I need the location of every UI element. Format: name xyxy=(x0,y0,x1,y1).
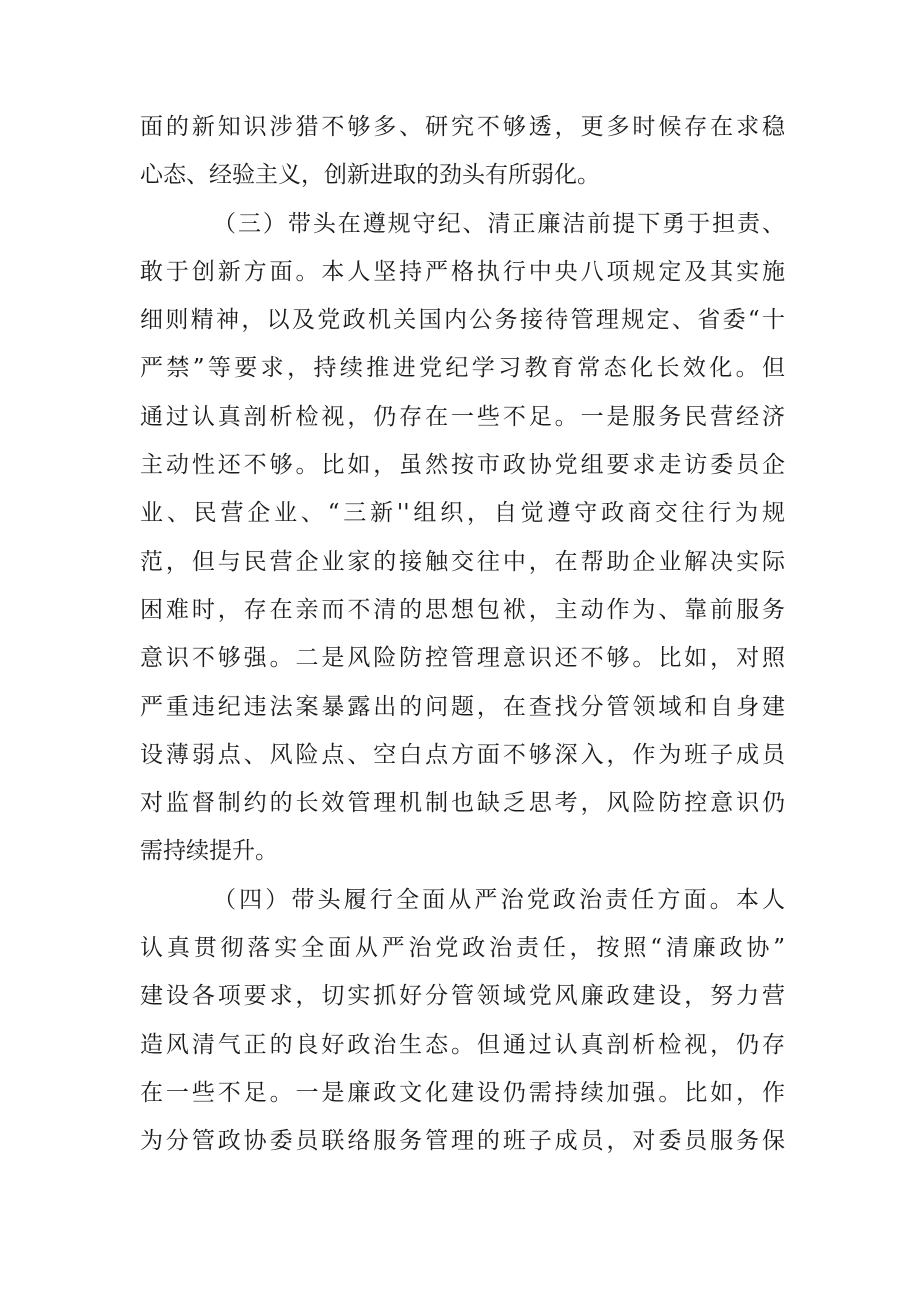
text-line-7: 通过认真剖析检视，仍存在一些不足。一是服务民营经济 xyxy=(140,403,785,430)
text-line-9: 业、民营企业、“三新''组织，自觉遵守政商交往行为规 xyxy=(140,500,785,527)
document-body xyxy=(140,103,785,1166)
text-line-6: 严禁”等要求，持续推进党纪学习教育常态化长效化。但 xyxy=(140,355,785,382)
text-line-19: 建设各项要求，切实抓好分管领域党风廉政建设，努力营 xyxy=(140,983,785,1010)
text-line-21: 在一些不足。一是廉政文化建设仍需持续加强。比如，作 xyxy=(140,1079,785,1106)
text-line-12: 意识不够强。二是风险防控管理意识还不够。比如，对照 xyxy=(140,645,785,672)
text-line-15: 对监督制约的长效管理机制也缺乏思考，风险防控意识仍 xyxy=(140,790,785,817)
text-line-22: 为分管政协委员联络服务管理的班子成员，对委员服务保 xyxy=(140,1128,785,1155)
text-line-20: 造风清气正的良好政治生态。但通过认真剖析检视，仍存 xyxy=(140,1031,785,1058)
section-four-heading-line: （四）带头履行全面从严治党政治责任方面。本人 xyxy=(213,886,785,913)
text-line-11: 困难时，存在亲而不清的思想包袱，主动作为、靠前服务 xyxy=(140,596,785,623)
text-line-18: 认真贯彻落实全面从严治党政治责任，按照“清廉政协” xyxy=(140,935,785,962)
text-line-8: 主动性还不够。比如，虽然按市政协党组要求走访委员企 xyxy=(140,452,785,479)
section-three-heading-line: （三）带头在遵规守纪、清正廉洁前提下勇于担责、 xyxy=(213,210,785,237)
text-line-2: 心态、经验主义，创新进取的劲头有所弱化。 xyxy=(140,162,600,189)
text-line-16: 需持续提升。 xyxy=(140,838,278,865)
text-line-5: 细则精神，以及党政机关国内公务接待管理规定、省委“十 xyxy=(140,307,785,334)
text-line-13: 严重违纪违法案暴露出的问题，在查找分管领域和自身建 xyxy=(140,693,785,720)
text-line-4: 敢于创新方面。本人坚持严格执行中央八项规定及其实施 xyxy=(140,258,785,285)
text-line-10: 范，但与民营企业家的接触交往中，在帮助企业解决实际 xyxy=(140,548,785,575)
text-line-14: 设薄弱点、风险点、空白点方面不够深入，作为班子成员 xyxy=(140,741,785,768)
text-line-1: 面的新知识涉猎不够多、研究不够透，更多时候存在求稳 xyxy=(140,114,785,140)
